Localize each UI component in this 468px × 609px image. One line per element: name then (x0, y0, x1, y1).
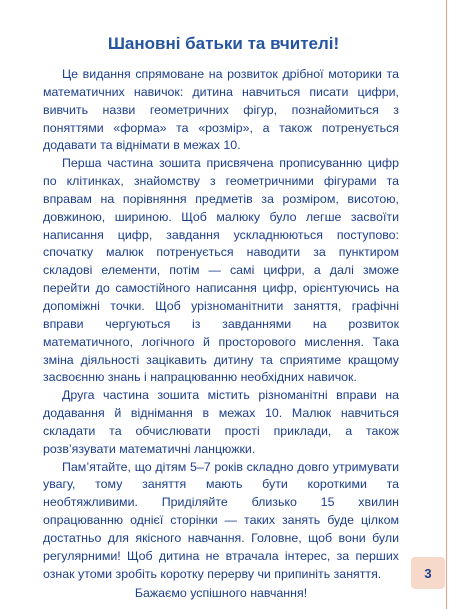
closing-line: Бажаємо успішного навчання! (134, 586, 308, 601)
paragraph: Перша частина зошита присвячена прописуванню цифр по клітинках, знайомству з геометричними фігурами та вправам на порівняння предметів за розміром, висотою, довжиною, шириною. Щоб малюку було легше засвоїти написання цифр, завдання ускладнюються поступово: спочатку малюк потренується наводити за пунктиром складові елементи, потім — самі цифри, а далі зможе перейти до самостійного написання цифр, орієнтуючись на допоміжні точки. Щоб урізноманітнити заняття, графічні вправи чергуються із завданнями на розвиток математичного, логічного й просторового мислення. Така зміна діяльності зацікавить дитину та сприятиме кращому засвоєнню знань і напрацюванню необхідних навичок. (43, 156, 399, 385)
body-text (43, 66, 399, 603)
paragraph: Це видання спрямоване на розвиток дрібної моторики та математичних навичок: дитина навчиться писати цифри, вивчить назви геометричних фігур, познайомиться з поняттями «форма» та «розмір», а також потренується додавати та віднімати в межах 10. (43, 67, 399, 153)
page-number: 3 (424, 565, 432, 581)
page-title: Шановні батьки та вчителі! (107, 34, 340, 53)
paragraph: Пам’ятайте, що дітям 5–7 років складно довго утримувати увагу, тому заняття мають бути короткими та необтяжливими. Приділяйте близько 15 хвилин опрацюванню однієї сторінки — таких занять буде цілком достатньо для якісного навчання. Головне, щоб вони були регулярними! Щоб дитина не втрачала інтерес, за перших ознак утоми зробіть коротку перерву чи припиніть заняття. (43, 459, 399, 581)
page-number-badge (411, 557, 445, 589)
paragraph: Друга частина зошита містить різноманітні вправи на додавання й віднімання в межах 10. Малюк навчиться складати та обчислювати прості приклади, а також розв’язувати математичні ланцюжки. (43, 388, 399, 456)
